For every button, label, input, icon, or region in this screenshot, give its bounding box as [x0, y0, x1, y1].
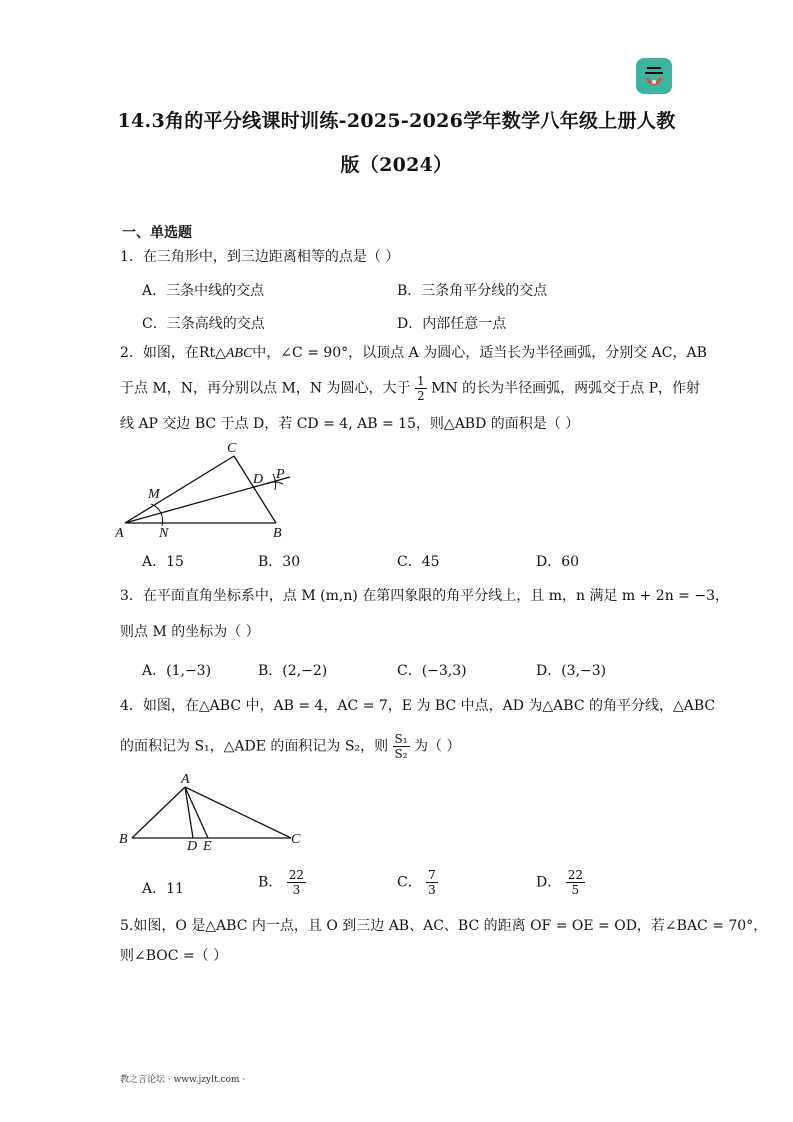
label-n: N	[159, 526, 169, 540]
label-d: D	[253, 472, 264, 487]
label-a: A	[181, 772, 190, 787]
fraction-denominator: 5	[571, 883, 580, 897]
segment-ab	[132, 787, 185, 838]
option-b-fraction	[287, 868, 306, 897]
option-c-prefix: C．	[397, 874, 422, 891]
segment-bc	[234, 456, 276, 523]
question-3-option-b: B．(2,−2)	[258, 663, 328, 679]
label-d: D	[187, 839, 198, 852]
question-2-line-1	[120, 343, 707, 364]
question-4-option-b	[258, 868, 306, 897]
question-2-line-1b: ABC	[225, 346, 253, 361]
question-4-figure	[115, 770, 310, 852]
fraction-numerator: S₁	[394, 732, 408, 746]
fraction-denominator: 2	[416, 389, 425, 403]
question-1-option-a: A．三条中线的交点	[142, 283, 265, 299]
question-1-option-d: D．内部任意一点	[397, 316, 507, 332]
label-m: M	[148, 487, 160, 502]
question-5-line-2: 则∠BOC =（ ）	[120, 948, 228, 964]
label-p: P	[276, 467, 285, 482]
question-2-figure	[115, 438, 305, 540]
question-4-line-1: 4．如图，在△ABC 中，AB = 4，AC = 7，E 为 BC 中点，AD 为△ABC 的角平分线，△ABC	[120, 698, 716, 714]
question-3-option-a: A．(1,−3)	[142, 663, 212, 679]
page-title-line2: 版（2024）	[340, 154, 453, 176]
section-heading: 一、单选题	[122, 225, 192, 241]
fraction-numerator: 22	[567, 868, 583, 882]
question-2-fraction	[415, 374, 427, 403]
option-d-fraction	[566, 868, 585, 897]
label-e: E	[203, 839, 212, 852]
question-2-option-c: C．45	[397, 554, 440, 570]
fraction-denominator: S₂	[394, 747, 408, 761]
label-c: C	[291, 832, 301, 847]
question-2-option-a: A．15	[142, 554, 184, 570]
segment-ac	[185, 787, 291, 838]
question-2-line-1c: 中，∠C = 90°，以顶点 A 为圆心，适当长为半径画弧，分别交 AC，AB	[252, 345, 707, 361]
label-c: C	[227, 441, 237, 456]
question-1-option-c: C．三条高线的交点	[142, 316, 265, 332]
option-b-prefix: B．	[258, 874, 283, 891]
question-4-option-c	[397, 868, 438, 897]
option-c-fraction	[426, 868, 438, 897]
page-footer: 教之言论坛 · www.jzylt.com ·	[120, 1075, 246, 1085]
question-4-line-2a: 的面积记为 S₁，△ADE 的面积记为 S₂，则	[120, 738, 389, 755]
question-1-option-b: B．三条角平分线的交点	[397, 283, 548, 299]
question-4-fraction	[393, 732, 410, 761]
fraction-numerator: 7	[428, 868, 436, 882]
label-a: A	[115, 526, 124, 540]
question-3-option-c: C．(−3,3)	[397, 663, 467, 679]
segment-ac	[125, 456, 234, 523]
fraction-numerator: 1	[416, 374, 425, 388]
question-2-option-d: D．60	[536, 554, 580, 570]
fraction-numerator: 22	[288, 868, 305, 882]
label-b: B	[273, 526, 282, 540]
question-4-line-2	[120, 732, 460, 761]
fraction-denominator: 3	[292, 883, 301, 897]
page-title-line1: 14.3角的平分线课时训练-2025-2026学年数学八年级上册人教	[117, 110, 676, 132]
question-2-line-3: 线 AP 交边 BC 于点 D，若 CD = 4, AB = 15，则△ABD 的面积是（ ）	[120, 416, 580, 432]
question-3-line-2: 则点 M 的坐标为（ ）	[120, 624, 260, 640]
logo-glyph-icon	[636, 58, 672, 94]
question-2-line-2b: MN 的长为半径画弧，两弧交于点 P，作射	[431, 380, 700, 397]
question-4-option-a: A．11	[142, 881, 184, 897]
question-3-line-1: 3．在平面直角坐标系中，点 M (m,n) 在第四象限的角平分线上，且 m，n 满足 m + 2n = −3，	[120, 588, 729, 604]
question-1-stem: 1．在三角形中，到三边距离相等的点是（ ）	[120, 249, 400, 265]
question-5-line-1: 5.如图，O 是△ABC 内一点，且 O 到三边 AB、AC、BC 的距离 OF = OE = OD，若∠BAC = 70°，	[120, 918, 768, 934]
document-logo-icon	[636, 58, 672, 94]
question-3-option-d: D．(3,−3)	[536, 663, 607, 679]
question-2-line-1a: 2．如图，在Rt△	[120, 345, 226, 361]
question-4-option-d	[536, 868, 585, 897]
question-4-line-2b: 为（ ）	[414, 738, 461, 755]
question-2-option-b: B．30	[258, 554, 301, 570]
fraction-denominator: 3	[428, 883, 436, 897]
option-d-prefix: D．	[536, 874, 562, 891]
question-2-line-2	[120, 374, 700, 403]
label-b: B	[119, 832, 128, 847]
question-2-line-2a: 于点 M，N，再分别以点 M，N 为圆心，大于	[120, 380, 411, 397]
